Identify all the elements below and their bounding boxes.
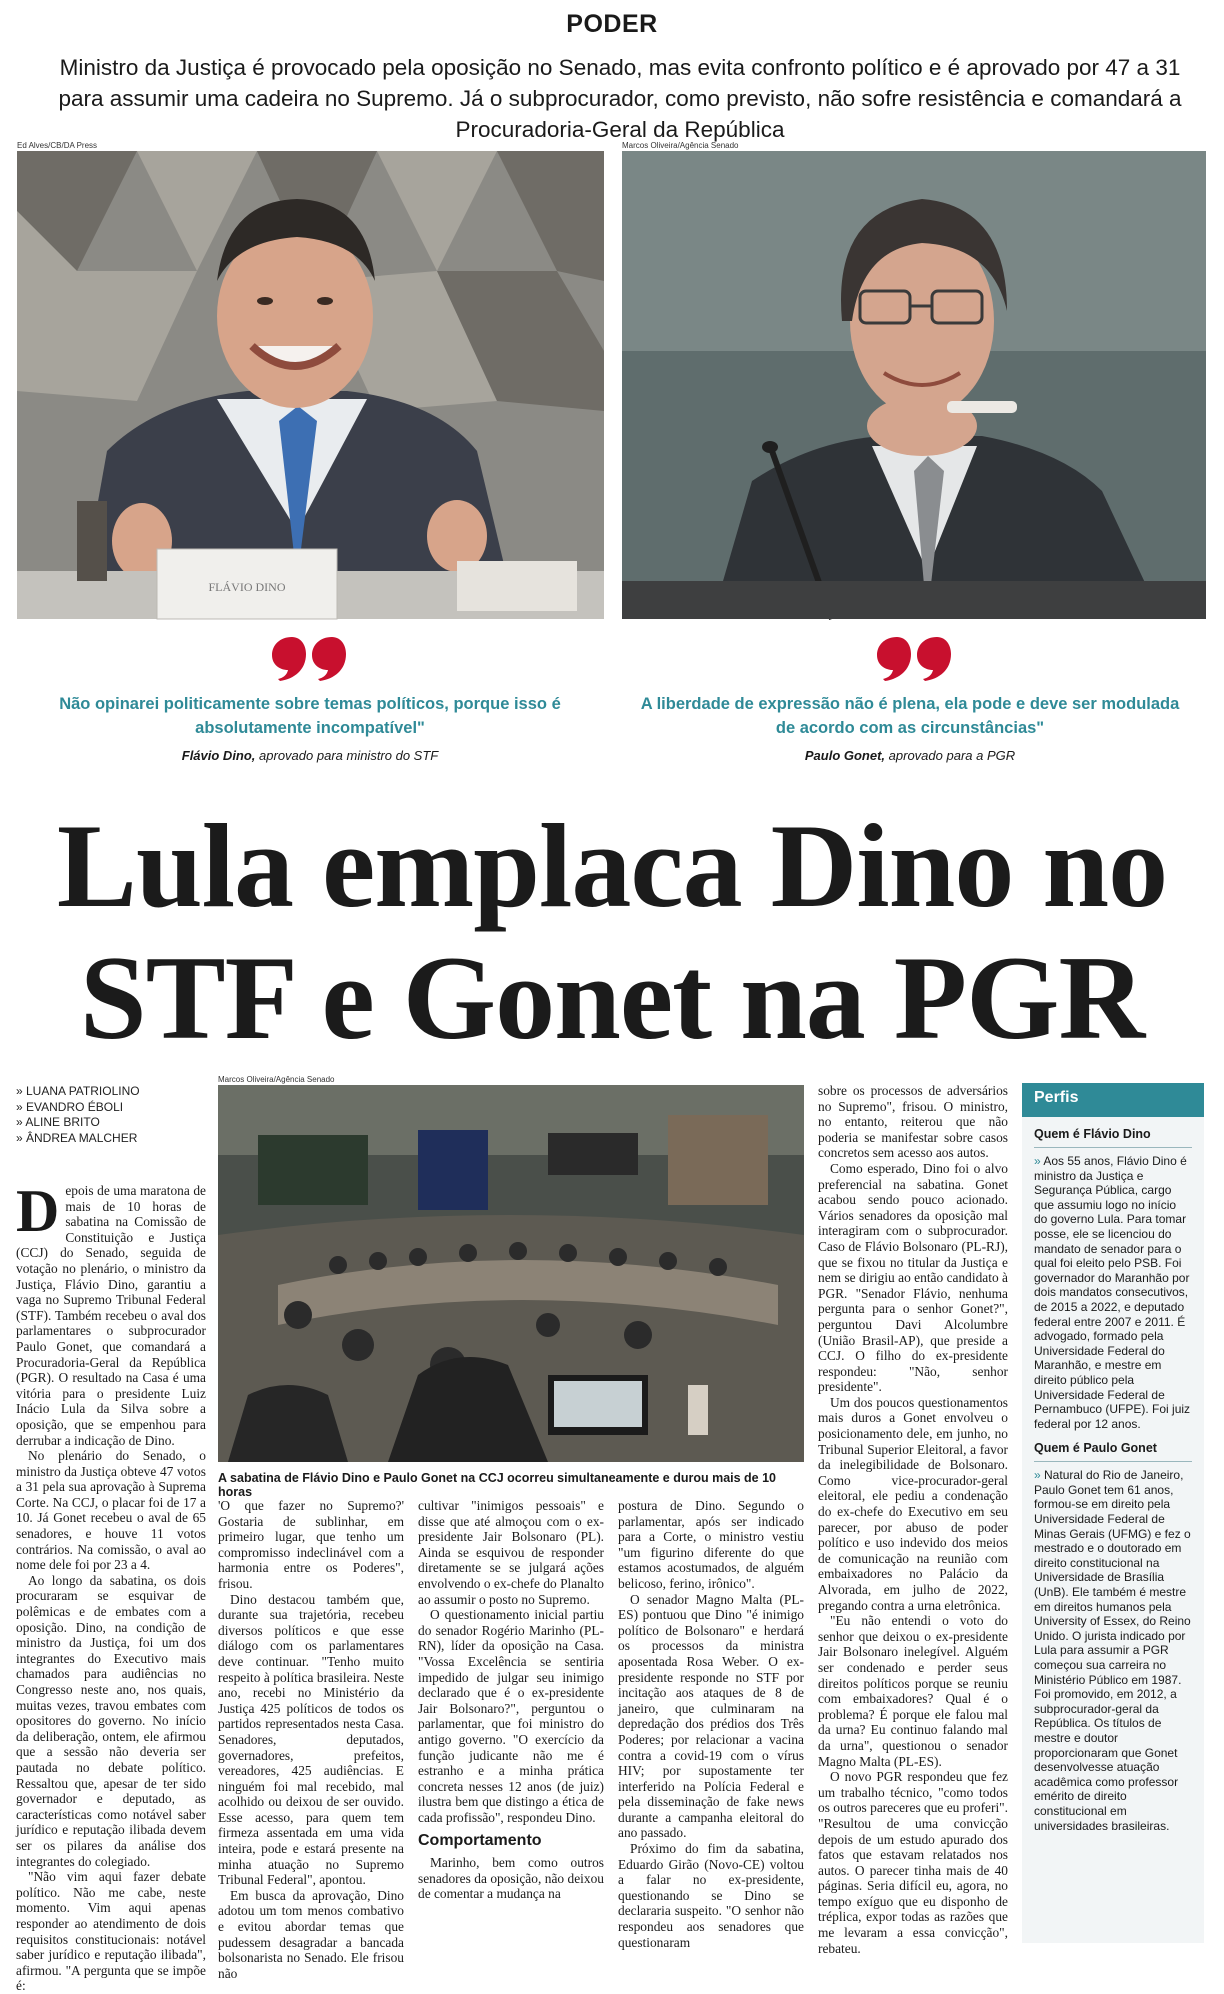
photo-credit-middle: Marcos Oliveira/Agência Senado: [218, 1075, 335, 1084]
paragraph: 'O que fazer no Supremo?' Gostaria de sublinhar, em primeiro lugar, que tenho um compromisso indeclinável com a harmonia entre os Poderes", frisou.: [218, 1498, 404, 1591]
paragraph: sobre os processos de adversários no Supremo", frisou. O ministro, no entanto, reiterou que não poderia se manifestar sobre casos concretos sem acesso aos autos.: [818, 1083, 1008, 1161]
photo-credit-right: Marcos Oliveira/Agência Senado: [622, 141, 739, 150]
photo-ccj-session: [218, 1085, 804, 1462]
paragraph: O senador Magno Malta (PL-ES) pontuou que Dino "é inimigo político de Bolsonaro" e herdará os processos da ministra aposentada Rosa Weber. O ex-presidente responde no STF por incitação aos ataques de 8 de janeiro, que culminaram na depredação dos prédios dos Três Poderes; por relacionar a vacina contra a covid-19 com o vírus HIV; por supostamente ter interferido na Polícia Federal e pela disseminação de fake news durante a campanha eleitoral do ano passado.: [618, 1591, 804, 1841]
byline: » LUANA PATRIOLINO: [16, 1084, 140, 1098]
quote-role: aprovado para a PGR: [885, 748, 1016, 763]
quote-text-gonet: A liberdade de expressão não é plena, ela pode e deve ser modulada de acordo com as circunstâncias": [640, 695, 1180, 737]
profiles-sidebar: [1022, 1083, 1204, 1943]
paragraph: Um dos poucos questionamentos mais duros a Gonet envolveu o posicionamento dele, em junho, no Tribunal Superior Eleitoral, a favor da inelegibilidade de Bolsonaro. Como vice-procurador-geral eleitoral, ele pediu a condenação do ex-chefe do Executivo em seu parecer, por abuso de poder político e uso indevido dos meios de comunicação na reunião com embaixadores no Palácio da Alvorada, em julho de 2022, pregando contra a urna eletrônica.: [818, 1394, 1008, 1613]
profile-body-dino: [1034, 1154, 1192, 1431]
article-column-5: [818, 1083, 1008, 1956]
byline: » EVANDRO ÉBOLI: [16, 1099, 124, 1114]
subhead: Comportamento: [418, 1832, 542, 1850]
article-column-3: [418, 1498, 604, 1943]
paragraph: Dino destacou também que, durante sua trajetória, recebeu diversos políticos e que esse diálogo com os parlamentares deve continuar. "Tenho muito respeito à política brasileira. Neste ano, recebi no Ministério da Justiça 425 políticos de todos os partidos representados nesta Casa. Senadores, deputados, governadores, prefeitos, vereadores, 425 audiências. E ninguém foi mal recebido, mal acolhido ou deixou de ser ouvido. Esse acesso, para quem tem firmeza assentada em uma vida inteira, pode e estará presente na minha atuação no Supremo Tribunal Federal", apontou.: [218, 1591, 404, 1888]
headline-line-1: Lula emplaca Dino no: [56, 799, 1168, 932]
quote-mark-icon: [877, 637, 953, 681]
quote-attribution-dino: [40, 748, 580, 763]
bullet-icon: »: [1034, 1468, 1045, 1483]
paragraph: epois de uma maratona de mais de 10 horas de sabatina na Comissão de Constituição e Justiça (CCJ) do Senado, seguida de votação no plenário, o ministro da Justiça, Flávio Dino, garantiu a vaga no Supremo Tribunal Federal (STF). Também recebeu o aval dos parlamentares o subprocurador Paulo Gonet, que comandará a Procuradoria-Geral da República (PGR). O resultado na Casa é uma vitória para o presidente Luiz Inácio Lula da Silva sobre a oposição, que se empenhou para derrubar a indicação de Dino.: [16, 1183, 206, 1448]
paragraph: Marinho, bem como outros senadores da oposição, não deixou de comentar a mudança na: [418, 1855, 604, 1902]
profile-text: Aos 55 anos, Flávio Dino é ministro da Justiça e Segurança Pública, cargo que assumiu logo no início do governo Lula. Para tomar posse, ele se licenciou do mandato de senador para o qual foi eleito pelo PSB. Foi governador do Maranhão por dois mandatos consecutivos, de 2015 a 2022, e deputado federal entre 2007 e 2011. É advogado, formado pela Universidade Federal do Maranhão, e mestre em direito público pela Universidade Federal de Pernambuco (UFPE). Foi juiz federal por 12 anos.: [1034, 1154, 1191, 1431]
quote-mark-icon: [272, 637, 348, 681]
paragraph: postura de Dino. Segundo o parlamentar, após ser indicado para a Corte, o ministro vestiu "um figurino diferente do que estamos acostumados, de alguém belicoso, ferino, irônico".: [618, 1498, 804, 1591]
quote-role: aprovado para ministro do STF: [255, 748, 439, 763]
drop-cap: D: [16, 1178, 60, 1244]
section-tag: PODER: [566, 10, 658, 38]
profile-heading-dino: Quem é Flávio Dino: [1034, 1127, 1192, 1148]
headline: [0, 800, 1224, 1064]
paragraph: Em busca da aprovação, Dino adotou um tom menos combativo e evitou abordar temas que pudessem desagradar a bancada bolsonarista no Senado. Ele frisou não: [218, 1887, 404, 1981]
paragraph: No plenário do Senado, o ministro da Justiça obteve 47 votos a 31 pela sua aprovação à Suprema Corte. Na CCJ, o placar foi de 17 a 10. Já Gonet recebeu o aval de 65 senadores, e houve 11 votos contrários. Na comissão, o aval ao nome dele foi por 23 a 4.: [16, 1448, 206, 1573]
sidebar-title: Perfis: [1022, 1083, 1204, 1117]
photo-paulo-gonet: [622, 151, 1206, 619]
headline-line-2: STF e Gonet na PGR: [79, 931, 1145, 1064]
paragraph: O novo PGR respondeu que fez um trabalho técnico, "como todos os outros pareceres que eu proferi". "Resultou de uma convicção depois de um estudo apurado dos fatos que estavam relatados nos autos. O parecer tinha mais de 40 páginas. Seria difícil eu, agora, no tempo exíguo que eu disponho de tréplica, expor todas as razões que me levaram a essa convicção", rebateu.: [818, 1769, 1008, 1956]
quote-name: Paulo Gonet,: [804, 748, 886, 763]
paragraph: cultivar "inimigos pessoais" e disse que até almoçou com o ex-presidente Jair Bolsonaro (PL). Ainda se esquivou de responder diretamente se se julgará ações envolvendo o ex-chefe do Planalto ao assumir o posto no Supremo.: [418, 1498, 604, 1607]
article-column-1: [16, 1178, 206, 1994]
byline: » ALINE BRITO: [16, 1115, 100, 1129]
quote-name: Flávio Dino,: [181, 748, 256, 763]
profile-heading-gonet: Quem é Paulo Gonet: [1034, 1441, 1192, 1462]
photo-credit-left: Ed Alves/CB/DA Press: [17, 141, 98, 150]
deck-subtitle: Ministro da Justiça é provocado pela oposição no Senado, mas evita confronto político e é aprovado por 47 a 31 para assumir uma cadeira no Supremo. Já o subprocurador, como previsto, não sofre resistência e comandará a Procuradoria-Geral da República: [58, 55, 1182, 142]
profile-text: Natural do Rio de Janeiro, Paulo Gonet tem 61 anos, formou-se em direito pela Universidade Federal de Minas Gerais (UFMG) e fez o mestrado e o doutorado em direito constitucional na Universidade de Brasília (UnB). Ele também é mestre em direitos humanos pela University of Essex, do Reino Unido. O jurista indicado por Lula para assumir a PGR começou sua carreira no Ministério Público em 1987. Foi promovido, em 2012, a subprocurador-geral da República. Os títulos de mestre e doutor proporcionaram que Gonet desenvolvesse atuação acadêmica como professor emérito de direito constitucional em universidades brasileiras.: [1034, 1468, 1191, 1833]
bullet-icon: »: [1034, 1154, 1044, 1168]
paragraph: O questionamento inicial partiu do senador Rogério Marinho (PL-RN), líder da oposição na Casa. "Vossa Excelência se sentiria impedido de julgar seu inimigo declarado que é o ex-presidente Jair Bolsonaro?", perguntou o parlamentar, que foi ministro do antigo governo. "O exercício da função judicante não me é estranho e a minha prática concreta nesses 12 anos (de juiz) ilustra bem que distingo a ética de cada profissão", respondeu Dino.: [418, 1607, 604, 1825]
quote-attribution-gonet: [630, 748, 1190, 763]
paragraph: Próximo do fim da sabatina, Eduardo Girão (Novo-CE) voltou a falar no ex-presidente, questionando se Dino se declararia suspeito. "O senhor não respondeu aos senadores que questionaram: [618, 1841, 804, 1950]
byline: » ÂNDREA MALCHER: [16, 1130, 138, 1145]
paragraph: "Eu não entendi o voto do senhor que deixou o ex-presidente Jair Bolsonaro inelegível. Alguém ser condenado e perder seus direitos políticos porque se reuniu com embaixadores? Qual é o problema? É porque ele falou mal da urna? Eu continuo falando mal da urna", questionou o senador Magno Malta (PL-ES).: [818, 1613, 1008, 1769]
article-column-2: [218, 1498, 404, 1981]
nameplate-text: FLÁVIO DINO: [208, 580, 286, 594]
quote-text-dino: Não opinarei politicamente sobre temas políticos, porque isso é absolutamente incompatível": [59, 695, 561, 737]
article-column-4: [618, 1498, 804, 1950]
bylines: [16, 1084, 196, 1146]
paragraph: Como esperado, Dino foi o alvo preferencial na sabatina. Gonet acabou sendo pouco acionado. Vários senadores da oposição mal interagiram com o subprocurador. Caso de Flávio Bolsonaro (PL-RJ), que se fixou no titular da Justiça e nem se dirigiu ao então candidato à PGR. "Senador Flávio, nenhuma pergunta para o senhor Gonet?", perguntou Davi Alcolumbre (União Brasil-AP), que preside a CCJ. O filho do ex-presidente respondeu: "Não, senhor presidente".: [818, 1160, 1008, 1395]
paragraph: "Não vim aqui fazer debate político. Não me cabe, neste momento. Vim aqui apenas responder ao atendimento de dois requisitos constitucionais: notável saber jurídico e reputação ilibada", afirmou. "A pergunta que se impõe é:: [16, 1869, 206, 1994]
photo-flavio-dino: [17, 151, 604, 619]
paragraph: Ao longo da sabatina, os dois procuraram se esquivar de polêmicas e de embates com a oposição. Dino, na condição de ministro da Justiça, foi um dos integrantes do Executivo mais chamados para audiências no Congresso neste ano, nos quais, muitas vezes, travou embates com opositores do governo. No início da deliberação, ontem, ele afirmou que a sessão não deveria ser pautada no debate político. Ressaltou que, apesar de ter sido governador e deputado, as características como notável saber jurídico e reputação ilibada devem ser os pilares da análise dos integrantes do colegiado.: [16, 1572, 206, 1869]
profile-body-gonet: [1034, 1468, 1192, 1833]
photo-caption: A sabatina de Flávio Dino e Paulo Gonet na CCJ ocorreu simultaneamente e durou mais de 10 horas: [218, 1471, 777, 1499]
